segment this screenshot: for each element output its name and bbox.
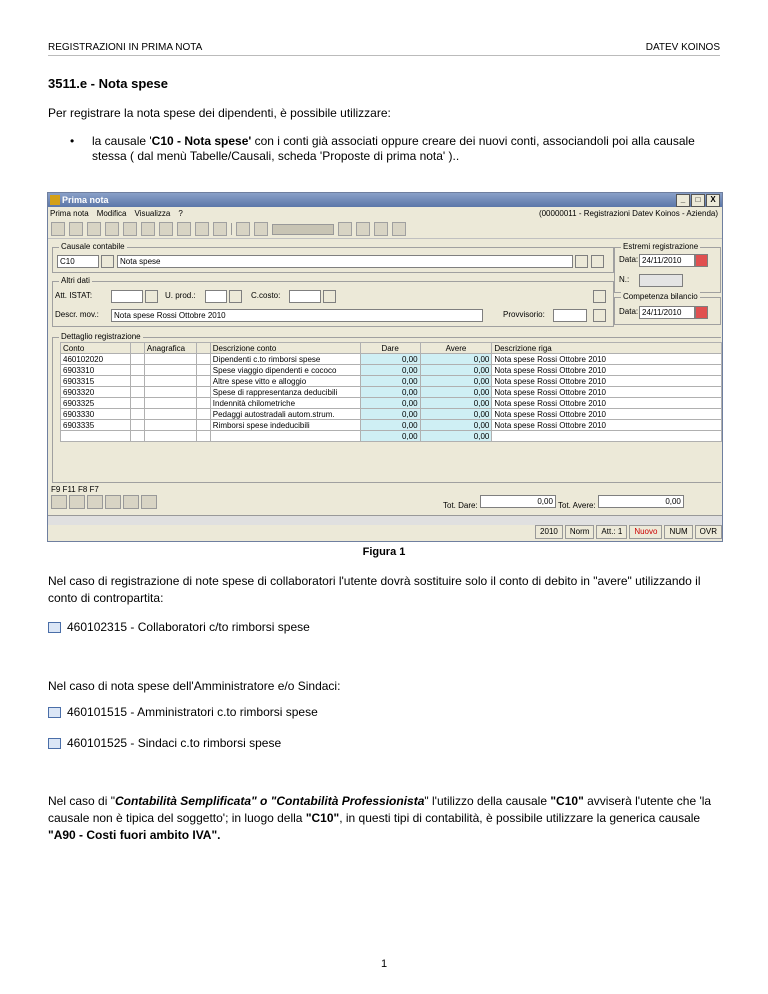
paragraph-contabilita: Nel caso di "Contabilità Semplificata" o "Contabilità Professionista" l'utilizzo della causale "C10" avviserà l'utente che 'la causale non è tipica del soggetto'; in luogo della "C10", in questi tipi di contabilità, è possibile utilizzare la generica causale "A90 - Costi fuori ambito IVA". xyxy=(48,794,712,842)
cell-binoculars-icon[interactable] xyxy=(130,365,144,376)
menu-visualizza[interactable]: Visualizza xyxy=(134,209,171,218)
prima-nota-window xyxy=(47,192,723,542)
cell-note-icon[interactable] xyxy=(196,365,210,376)
cell-binoculars-icon[interactable] xyxy=(130,354,144,365)
account-collaboratori xyxy=(48,620,310,634)
save-all-icon[interactable] xyxy=(141,222,155,236)
cell-descrizione-riga: Nota spese Rossi Ottobre 2010 xyxy=(492,398,722,409)
provvisorio-label: Provvisorio: xyxy=(503,310,545,319)
causale-group-label: Causale contabile xyxy=(61,242,125,251)
cell-avere: 0,00 xyxy=(420,365,492,376)
att-istat-lookup-icon[interactable] xyxy=(145,290,158,303)
cell-anagrafica xyxy=(144,420,196,431)
btn-report-icon[interactable] xyxy=(123,495,139,509)
estremi-group xyxy=(614,242,721,293)
btn-f9-icon[interactable] xyxy=(51,495,67,509)
cell-descrizione-conto xyxy=(210,431,360,442)
status-att: Att.: 1 xyxy=(596,525,627,539)
tot-dare-value: 0,00 xyxy=(480,495,556,508)
cell-anagrafica xyxy=(144,398,196,409)
cell-dare: 0,00 xyxy=(360,398,420,409)
registrazione-table xyxy=(60,342,722,442)
cell-conto: 6903315 xyxy=(61,376,131,387)
cell-note-icon[interactable] xyxy=(196,376,210,387)
cell-note-icon[interactable] xyxy=(196,398,210,409)
bullet-item xyxy=(70,134,722,164)
cell-anagrafica xyxy=(144,365,196,376)
undo-icon[interactable] xyxy=(105,222,119,236)
data-label: Data: xyxy=(619,255,639,264)
grid-icon[interactable] xyxy=(593,290,606,303)
bullet-text-post: con i conti già associati oppure creare dei nuovi conti, associandoli poi alla causale stessa ( dal menù Tabelle/Causali, scheda 'Proposte di prima nota' ).. xyxy=(92,134,695,163)
table-row[interactable] xyxy=(61,431,722,442)
cell-conto: 460102020 xyxy=(61,354,131,365)
comp-data-label: Data: xyxy=(619,307,639,316)
cell-descrizione-riga: Nota spese Rossi Ottobre 2010 xyxy=(492,354,722,365)
btn-f8-icon[interactable] xyxy=(87,495,103,509)
app-icon xyxy=(50,195,60,205)
cell-anagrafica xyxy=(144,409,196,420)
account-sindaci xyxy=(48,736,281,750)
cell-descrizione-riga: Nota spese Rossi Ottobre 2010 xyxy=(492,376,722,387)
header-left: REGISTRAZIONI IN PRIMA NOTA xyxy=(48,42,203,53)
cell-conto: 6903310 xyxy=(61,365,131,376)
report-icon[interactable] xyxy=(392,222,406,236)
bullet-dot-icon: • xyxy=(70,134,75,148)
paragraph-amministratore: Nel caso di nota spese dell'Amministratore e/o Sindaci: xyxy=(48,679,341,693)
cell-avere: 0,00 xyxy=(420,398,492,409)
lookup-binoculars-icon[interactable] xyxy=(101,255,114,268)
paragraph-collaboratori: Nel caso di registrazione di note spese di collaboratori l'utente dovrà sostituire solo il conto di debito in "avere" utilizzando il conto di contropartita: xyxy=(48,574,701,605)
page-header xyxy=(48,42,720,56)
cell-dare: 0,00 xyxy=(360,354,420,365)
close-button[interactable]: X xyxy=(706,194,720,207)
account-icon xyxy=(48,738,61,749)
intro-paragraph: Per registrare la nota spese dei dipendenti, è possibile utilizzare: xyxy=(48,106,391,120)
print-icon[interactable] xyxy=(374,222,388,236)
open-icon[interactable] xyxy=(87,222,101,236)
cell-anagrafica xyxy=(144,354,196,365)
cell-descrizione-conto: Rimborsi spese indeducibili xyxy=(210,420,360,431)
cell-conto: 6903325 xyxy=(61,398,131,409)
col-descrizione-riga: Descrizione riga xyxy=(492,343,722,354)
descr-mov-label: Descr. mov.: xyxy=(55,310,99,319)
table-row[interactable] xyxy=(61,376,722,387)
menu-modifica[interactable]: Modifica xyxy=(96,209,127,218)
cell-avere: 0,00 xyxy=(420,376,492,387)
dettaglio-group-label: Dettaglio registrazione xyxy=(61,332,141,341)
previous-record-icon[interactable] xyxy=(254,222,268,236)
ccosto-label: C.costo: xyxy=(251,291,281,300)
status-num: NUM xyxy=(664,525,692,539)
calendar-icon[interactable] xyxy=(695,254,708,267)
cell-dare: 0,00 xyxy=(360,387,420,398)
cell-avere: 0,00 xyxy=(420,354,492,365)
window-titlebar xyxy=(48,193,722,207)
table-row[interactable] xyxy=(61,387,722,398)
ccosto-field[interactable] xyxy=(289,290,321,303)
causale-desc-field[interactable]: Nota spese xyxy=(117,255,573,268)
window-title: Prima nota xyxy=(62,195,109,205)
horizontal-scrollbar[interactable] xyxy=(48,515,722,525)
cell-descrizione-riga: Nota spese Rossi Ottobre 2010 xyxy=(492,409,722,420)
col-descrizione-conto: Descrizione conto xyxy=(210,343,360,354)
altri-dati-label: Altri dati xyxy=(61,276,90,285)
cell-descrizione-conto: Indennità chilometriche xyxy=(210,398,360,409)
cell-conto: 6903320 xyxy=(61,387,131,398)
tot-dare-label: Tot. Dare: xyxy=(443,501,478,510)
menu-prima-nota[interactable]: Prima nota xyxy=(50,209,89,218)
minimize-button[interactable]: _ xyxy=(676,194,690,207)
account-icon xyxy=(48,707,61,718)
bottom-buttons xyxy=(51,495,157,509)
provvisorio-lookup-icon[interactable] xyxy=(593,309,606,322)
uprod-field[interactable] xyxy=(205,290,227,303)
cell-avere: 0,00 xyxy=(420,387,492,398)
status-ovr: OVR xyxy=(695,525,722,539)
cell-note-icon[interactable] xyxy=(196,387,210,398)
cell-descrizione-conto: Altre spese vitto e alloggio xyxy=(210,376,360,387)
cell-dare: 0,00 xyxy=(360,420,420,431)
maximize-button[interactable]: □ xyxy=(691,194,705,207)
new-icon[interactable] xyxy=(51,222,65,236)
cell-binoculars-icon[interactable] xyxy=(130,398,144,409)
header-right: DATEV KOINOS xyxy=(645,42,720,53)
competenza-group-label: Competenza bilancio xyxy=(623,292,698,301)
col-avere: Avere xyxy=(420,343,492,354)
cell-dare: 0,00 xyxy=(360,376,420,387)
comp-data-field[interactable]: 24/11/2010 xyxy=(639,306,695,319)
menu-context-title: (00000011 - Registrazioni Datev Koinos - Azienda) xyxy=(538,209,718,218)
bullet-text-bold: C10 - Nota spese' xyxy=(151,134,252,148)
btn-export-icon[interactable] xyxy=(141,495,157,509)
account-amministratori xyxy=(48,705,318,719)
table-row[interactable] xyxy=(61,420,722,431)
bullet-text-pre: la causale ' xyxy=(92,134,152,148)
causale-group xyxy=(52,242,614,273)
first-record-icon[interactable] xyxy=(236,222,250,236)
status-bar xyxy=(48,525,722,539)
table-row[interactable] xyxy=(61,365,722,376)
col-conto: Conto xyxy=(61,343,131,354)
col-anagrafica: Anagrafica xyxy=(144,343,196,354)
status-nuovo: Nuovo xyxy=(629,525,662,539)
uprod-label: U. prod.: xyxy=(165,291,196,300)
data-field[interactable]: 24/11/2010 xyxy=(639,254,695,267)
cell-note-icon[interactable] xyxy=(196,431,210,442)
account-sindaci-text: 460101525 - Sindaci c.to rimborsi spese xyxy=(67,736,282,750)
menu-help[interactable]: ? xyxy=(178,209,183,218)
n-label: N.: xyxy=(619,275,630,284)
arrow-left-icon[interactable] xyxy=(575,255,588,268)
paste-icon[interactable] xyxy=(195,222,209,236)
menu-bar xyxy=(48,207,722,220)
edit-icon[interactable] xyxy=(69,222,83,236)
comp-calendar-icon[interactable] xyxy=(695,306,708,319)
ccosto-lookup-icon[interactable] xyxy=(323,290,336,303)
cell-anagrafica xyxy=(144,376,196,387)
save-icon[interactable] xyxy=(123,222,137,236)
delete-icon[interactable] xyxy=(213,222,227,236)
estremi-group-label: Estremi registrazione xyxy=(623,242,699,251)
cell-dare: 0,00 xyxy=(360,365,420,376)
table-row[interactable] xyxy=(61,354,722,365)
cell-dare: 0,00 xyxy=(360,431,420,442)
last-record-icon[interactable] xyxy=(356,222,370,236)
tot-avere-label: Tot. Avere: xyxy=(558,501,596,510)
settings-gear-icon[interactable] xyxy=(591,255,604,268)
status-year: 2010 xyxy=(535,525,563,539)
table-row[interactable] xyxy=(61,398,722,409)
cell-avere: 0,00 xyxy=(420,431,492,442)
cell-descrizione-riga: Nota spese Rossi Ottobre 2010 xyxy=(492,365,722,376)
cell-descrizione-conto: Dipendenti c.to rimborsi spese xyxy=(210,354,360,365)
tot-avere-value: 0,00 xyxy=(598,495,684,508)
cell-binoculars-icon[interactable] xyxy=(130,431,144,442)
page-number: 1 xyxy=(380,958,388,970)
cut-icon[interactable] xyxy=(159,222,173,236)
table-header xyxy=(61,343,722,354)
att-istat-field[interactable] xyxy=(111,290,143,303)
cell-conto: 6903335 xyxy=(61,420,131,431)
cell-anagrafica xyxy=(144,431,196,442)
copy-icon[interactable] xyxy=(177,222,191,236)
altri-dati-group xyxy=(52,276,614,327)
cell-note-icon[interactable] xyxy=(196,409,210,420)
cell-binoculars-icon[interactable] xyxy=(130,409,144,420)
provvisorio-field[interactable] xyxy=(553,309,587,322)
cell-binoculars-icon[interactable] xyxy=(130,420,144,431)
col-dare: Dare xyxy=(360,343,420,354)
section-title: 3511.e - Nota spese xyxy=(48,76,168,91)
status-mode: Norm xyxy=(565,525,595,539)
cell-descrizione-riga xyxy=(492,431,722,442)
causale-code-field[interactable]: C10 xyxy=(57,255,99,268)
col-blank-2 xyxy=(196,343,210,354)
cell-avere: 0,00 xyxy=(420,420,492,431)
uprod-lookup-icon[interactable] xyxy=(229,290,242,303)
table-row[interactable] xyxy=(61,409,722,420)
att-istat-label: Att. ISTAT: xyxy=(55,291,93,300)
descr-mov-field[interactable]: Nota spese Rossi Ottobre 2010 xyxy=(111,309,483,322)
cell-descrizione-riga: Nota spese Rossi Ottobre 2010 xyxy=(492,420,722,431)
cell-descrizione-conto: Spese viaggio dipendenti e cococo xyxy=(210,365,360,376)
next-record-icon[interactable] xyxy=(338,222,352,236)
cell-avere: 0,00 xyxy=(420,409,492,420)
function-keys: F9 F11 F8 F7 xyxy=(51,485,99,494)
btn-f11-icon[interactable] xyxy=(69,495,85,509)
toolbar xyxy=(48,220,722,239)
account-amministratori-text: 460101515 - Amministratori c.to rimborsi spese xyxy=(67,705,318,719)
cell-note-icon[interactable] xyxy=(196,420,210,431)
cell-conto: 6903330 xyxy=(61,409,131,420)
cell-note-icon[interactable] xyxy=(196,354,210,365)
cell-anagrafica xyxy=(144,387,196,398)
col-blank-1 xyxy=(130,343,144,354)
totals xyxy=(443,495,684,510)
btn-f7-icon[interactable] xyxy=(105,495,121,509)
cell-descrizione-conto: Spese di rappresentanza deducibili xyxy=(210,387,360,398)
figure-caption: Figura 1 xyxy=(362,546,406,558)
cell-descrizione-conto: Pedaggi autostradali autom.strum. xyxy=(210,409,360,420)
account-icon xyxy=(48,622,61,633)
cell-descrizione-riga: Nota spese Rossi Ottobre 2010 xyxy=(492,387,722,398)
account-collaboratori-text: 460102315 - Collaboratori c/to rimborsi spese xyxy=(67,620,310,634)
cell-dare: 0,00 xyxy=(360,409,420,420)
competenza-group xyxy=(614,292,721,325)
cell-conto xyxy=(61,431,131,442)
cell-binoculars-icon[interactable] xyxy=(130,387,144,398)
record-slider[interactable] xyxy=(272,224,334,235)
cell-binoculars-icon[interactable] xyxy=(130,376,144,387)
n-field[interactable] xyxy=(639,274,683,287)
